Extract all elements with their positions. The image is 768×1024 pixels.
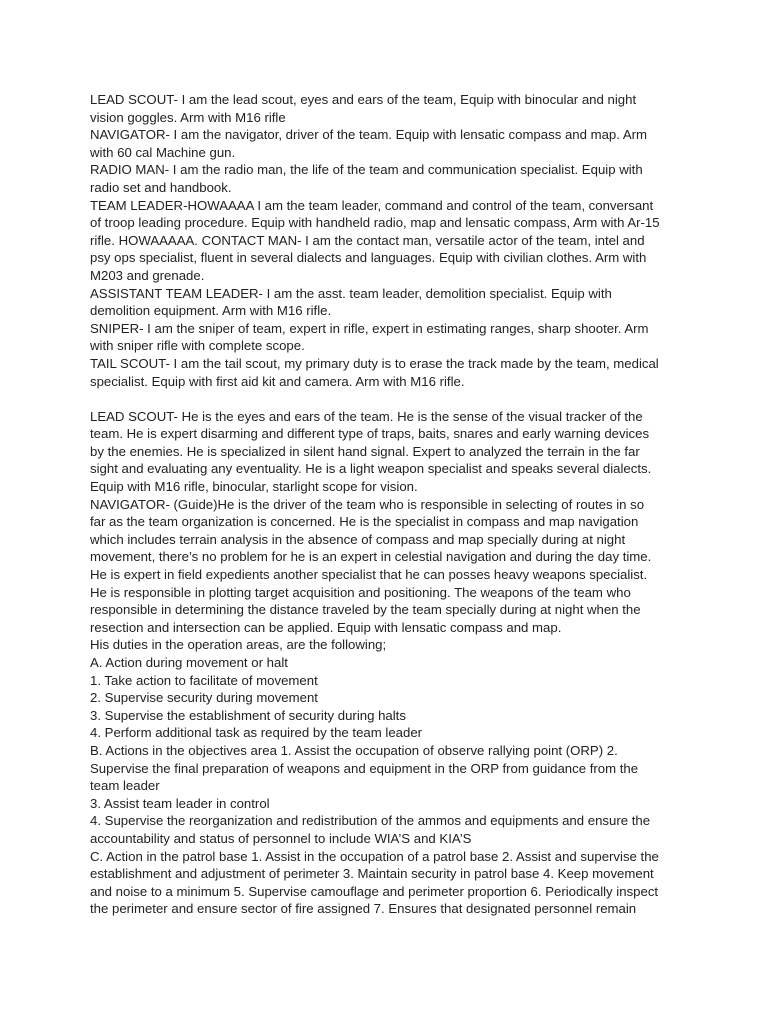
role-descriptions-line: team. He is expert disarming and different type of traps, baits, snares and early warning devices (90, 426, 650, 442)
team-roles-line: TAIL SCOUT- I am the tail scout, my primary duty is to erase the track made by the team, medical (90, 355, 659, 371)
role-descriptions-line: accountability and status of personnel to include WIA’S and KIA’S (90, 830, 472, 846)
role-descriptions-line: team leader (90, 778, 160, 794)
role-descriptions-line: He is responsible in plotting target acquisition and positioning. The weapons of the team who (90, 584, 631, 600)
team-roles-line: M203 and grenade. (90, 267, 205, 283)
role-descriptions-line: B. Actions in the objectives area 1. Assist the occupation of observe rallying point (ORP) 2. (90, 742, 618, 758)
role-descriptions-line: LEAD SCOUT- He is the eyes and ears of the team. He is the sense of the visual tracker of the (90, 408, 643, 424)
role-descriptions-line: movement, there’s no problem for he is an expert in celestial navigation and during the day time. (90, 549, 652, 565)
role-descriptions-line: 3. Assist team leader in control (90, 795, 270, 811)
team-roles-section (90, 91, 690, 390)
role-descriptions-line: 3. Supervise the establishment of security during halts (90, 707, 406, 723)
document-page (90, 91, 690, 918)
role-descriptions-line: NAVIGATOR- (Guide)He is the driver of the team who is responsible in selecting of routes in so (90, 496, 645, 512)
role-descriptions-line: Equip with M16 rifle, binocular, starlight scope for vision. (90, 479, 418, 495)
role-descriptions-line: by the enemies. He is specialized in silent hand signal. Expert to analyzed the terrain in the far (90, 443, 640, 459)
team-roles-line: LEAD SCOUT- I am the lead scout, eyes and ears of the team, Equip with binocular and night (90, 92, 637, 107)
team-roles-line: specialist. Equip with first aid kit and camera. Arm with M16 rifle. (90, 373, 465, 389)
role-descriptions-line: far as the team organization is concerned. He is the specialist in compass and map navigation (90, 514, 639, 530)
role-descriptions-line: He is expert in field expedients another specialist that he can posses heavy weapons specialist. (90, 567, 648, 583)
team-roles-line: with sniper rifle with complete scope. (90, 338, 305, 354)
role-descriptions-section (90, 408, 690, 918)
role-descriptions-line: responsible in determining the distance traveled by the team specially during at night when the (90, 602, 641, 618)
team-roles-line: RADIO MAN- I am the radio man, the life of the team and communication specialist. Equip with (90, 162, 643, 178)
role-descriptions-line: establishment and adjustment of perimeter 3. Maintain security in patrol base 4. Keep movement (90, 866, 654, 882)
role-descriptions-line: 4. Supervise the reorganization and redistribution of the ammos and equipments and ensure the (90, 813, 651, 829)
team-roles-line: ASSISTANT TEAM LEADER- I am the asst. team leader, demolition specialist. Equip with (90, 285, 612, 301)
role-descriptions-line: 2. Supervise security during movement (90, 690, 318, 706)
paragraph-gap (90, 390, 690, 408)
team-roles-line: SNIPER- I am the sniper of team, expert in rifle, expert in estimating ranges, sharp shooter. Arm (90, 320, 649, 336)
role-descriptions-line: the perimeter and ensure sector of fire assigned 7. Ensures that designated personnel remain (90, 901, 637, 917)
role-descriptions-line: sight and evaluating any eventuality. He is a light weapon specialist and speaks several dialects. (90, 461, 652, 477)
role-descriptions-line: resection and intersection can be applied. Equip with lensatic compass and map. (90, 619, 562, 635)
team-roles-line: with 60 cal Machine gun. (90, 144, 236, 160)
team-roles-line: NAVIGATOR- I am the navigator, driver of the team. Equip with lensatic compass and map. Arm (90, 127, 648, 143)
role-descriptions-line: A. Action during movement or halt (90, 655, 288, 670)
role-descriptions-line: which includes terrain analysis in the absence of compass and map specially during at night (90, 531, 626, 547)
role-descriptions-line: 4. Perform additional task as required by the team leader (90, 725, 423, 741)
team-roles-line: of troop leading procedure. Equip with handheld radio, map and lensatic compass, Arm with Ar-15 (90, 215, 660, 231)
team-roles-line: psy ops specialist, fluent in several dialects and languages. Equip with civilian clothes. Arm with (90, 250, 647, 266)
team-roles-line: TEAM LEADER-HOWAAAA I am the team leader, command and control of the team, conversant (90, 197, 654, 213)
role-descriptions-line: and noise to a minimum 5. Supervise camouflage and perimeter proportion 6. Periodically inspect (90, 883, 659, 899)
team-roles-line: vision goggles. Arm with M16 rifle (90, 109, 286, 125)
team-roles-line: demolition equipment. Arm with M16 rifle. (90, 303, 332, 319)
team-roles-line: rifle. HOWAAAAA. CONTACT MAN- I am the contact man, versatile actor of the team, intel and (90, 232, 645, 248)
role-descriptions-line: Supervise the final preparation of weapons and equipment in the ORP from guidance from the (90, 760, 639, 776)
role-descriptions-line: 1. Take action to facilitate of movement (90, 672, 318, 688)
role-descriptions-line: C. Action in the patrol base 1. Assist in the occupation of a patrol base 2. Assist and supervise the (90, 848, 659, 864)
role-descriptions-line: His duties in the operation areas, are the following; (90, 637, 387, 653)
team-roles-line: radio set and handbook. (90, 179, 232, 195)
